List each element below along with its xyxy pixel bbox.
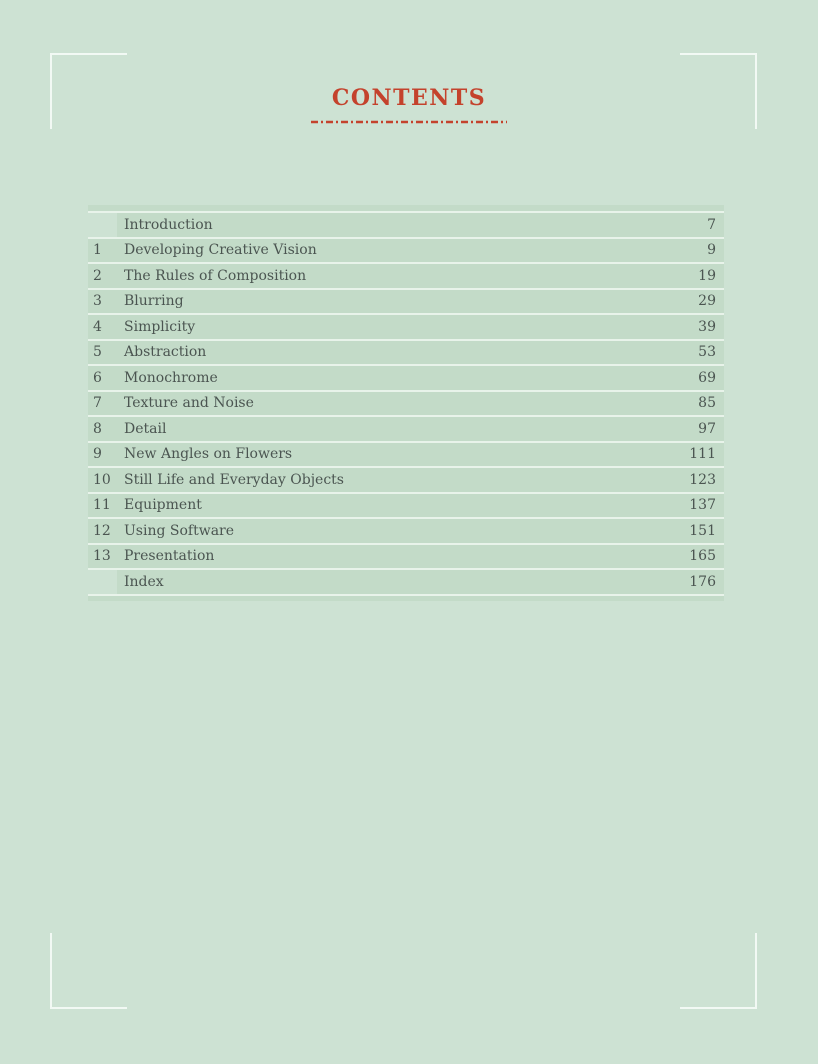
toc-entry-title: Introduction <box>117 213 676 237</box>
toc-row <box>88 415 724 441</box>
toc-row <box>88 211 724 237</box>
toc-page-number: 97 <box>676 417 724 441</box>
toc-entry-title: Texture and Noise <box>117 392 676 416</box>
toc-entry-title: Still Life and Everyday Objects <box>117 468 676 492</box>
toc-row <box>88 568 724 594</box>
toc-entry-title: New Angles on Flowers <box>117 443 676 467</box>
toc-rows <box>88 211 724 594</box>
toc-row <box>88 237 724 263</box>
toc-page-number: 9 <box>676 239 724 263</box>
toc-row <box>88 288 724 314</box>
toc-entry-title: Using Software <box>117 519 676 543</box>
toc-page-number: 85 <box>676 392 724 416</box>
toc-page-number: 7 <box>676 213 724 237</box>
toc-row <box>88 390 724 416</box>
toc-entry-title: Abstraction <box>117 341 676 365</box>
toc-entry-title: Equipment <box>117 494 676 518</box>
toc-page-number: 123 <box>676 468 724 492</box>
toc-chapter-number <box>88 570 117 594</box>
crop-mark-bottom-right-icon <box>680 933 757 1009</box>
toc-row <box>88 262 724 288</box>
toc-row <box>88 364 724 390</box>
toc-chapter-number: 10 <box>88 468 117 492</box>
toc-page-number: 165 <box>676 545 724 569</box>
toc-chapter-number: 5 <box>88 341 117 365</box>
toc-entry-title: The Rules of Composition <box>117 264 676 288</box>
toc-page-number: 137 <box>676 494 724 518</box>
crop-mark-bottom-left-icon <box>50 933 127 1009</box>
toc-page-number: 111 <box>676 443 724 467</box>
toc-row <box>88 543 724 569</box>
toc-entry-title: Index <box>117 570 676 594</box>
toc-row <box>88 492 724 518</box>
toc-chapter-number: 9 <box>88 443 117 467</box>
toc-row <box>88 313 724 339</box>
toc-page-number: 39 <box>676 315 724 339</box>
toc-chapter-number: 7 <box>88 392 117 416</box>
toc-row <box>88 466 724 492</box>
toc-chapter-number: 11 <box>88 494 117 518</box>
toc-chapter-number: 8 <box>88 417 117 441</box>
toc-chapter-number: 4 <box>88 315 117 339</box>
toc-row <box>88 517 724 543</box>
toc-chapter-number: 3 <box>88 290 117 314</box>
toc-entry-title: Blurring <box>117 290 676 314</box>
toc-entry-title: Presentation <box>117 545 676 569</box>
toc-chapter-number: 2 <box>88 264 117 288</box>
toc-chapter-number: 1 <box>88 239 117 263</box>
toc-page-number: 69 <box>676 366 724 390</box>
toc-page-number: 29 <box>676 290 724 314</box>
toc-bottom-cap <box>88 594 724 601</box>
heading-dashed-rule <box>311 110 507 116</box>
toc-row <box>88 339 724 365</box>
toc-page-number: 176 <box>676 570 724 594</box>
toc-row <box>88 441 724 467</box>
toc-entry-title: Monochrome <box>117 366 676 390</box>
toc-entry-title: Developing Creative Vision <box>117 239 676 263</box>
page-title: CONTENTS <box>331 85 487 111</box>
toc-page-number: 53 <box>676 341 724 365</box>
toc-chapter-number: 12 <box>88 519 117 543</box>
toc-chapter-number: 13 <box>88 545 117 569</box>
toc-chapter-number <box>88 213 117 237</box>
toc-page-number: 151 <box>676 519 724 543</box>
toc-table <box>88 205 724 601</box>
toc-page-number: 19 <box>676 264 724 288</box>
toc-entry-title: Detail <box>117 417 676 441</box>
toc-entry-title: Simplicity <box>117 315 676 339</box>
toc-chapter-number: 6 <box>88 366 117 390</box>
